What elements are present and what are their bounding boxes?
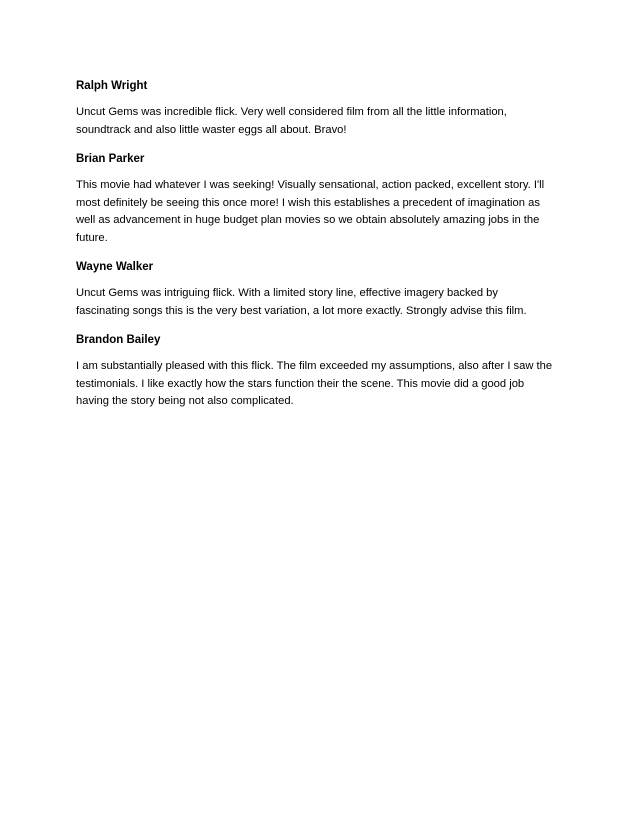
review-wayne-walker (76, 259, 572, 320)
review-text-line: This movie had whatever I was seeking! Visually sensational, action packed, excellent story. I'll (76, 179, 545, 191)
review-text (76, 104, 572, 139)
review-text-line: I am substantially pleased with this flick. The film exceeded my assumptions, also after I saw the (76, 360, 553, 372)
review-brian-parker (76, 151, 572, 247)
review-text-line: Uncut Gems was incredible flick. Very well considered film from all the little information, (76, 106, 507, 118)
review-text-line: having the story being not also complicated. (76, 395, 294, 407)
review-author: Ralph Wright (76, 80, 148, 92)
review-text-line: well as advancement in huge budget plan movies so we obtain absolutely amazing jobs in the (76, 214, 540, 226)
review-text-line: fascinating songs this is the very best variation, a lot more exactly. Strongly advise this film. (76, 304, 527, 317)
review-author: Brandon Bailey (76, 334, 161, 346)
review-ralph-wright (76, 78, 572, 139)
review-text-line: most definitely be seeing this once more! I wish this establishes a precedent of imagination as (76, 196, 540, 209)
review-text-line: soundtrack and also little waster eggs all about. Bravo! (76, 123, 347, 136)
review-text (76, 358, 572, 411)
review-text-line: future. (76, 231, 108, 244)
review-text (76, 285, 572, 320)
review-author: Brian Parker (76, 153, 145, 165)
review-brandon-bailey (76, 332, 572, 411)
review-text-line: Uncut Gems was intriguing flick. With a limited story line, effective imagery backed by (76, 287, 498, 299)
review-author: Wayne Walker (76, 261, 154, 273)
review-text (76, 177, 572, 247)
document-content (76, 78, 572, 423)
review-text-line: testimonials. I like exactly how the stars function their the scene. This movie did a good job (76, 377, 525, 390)
